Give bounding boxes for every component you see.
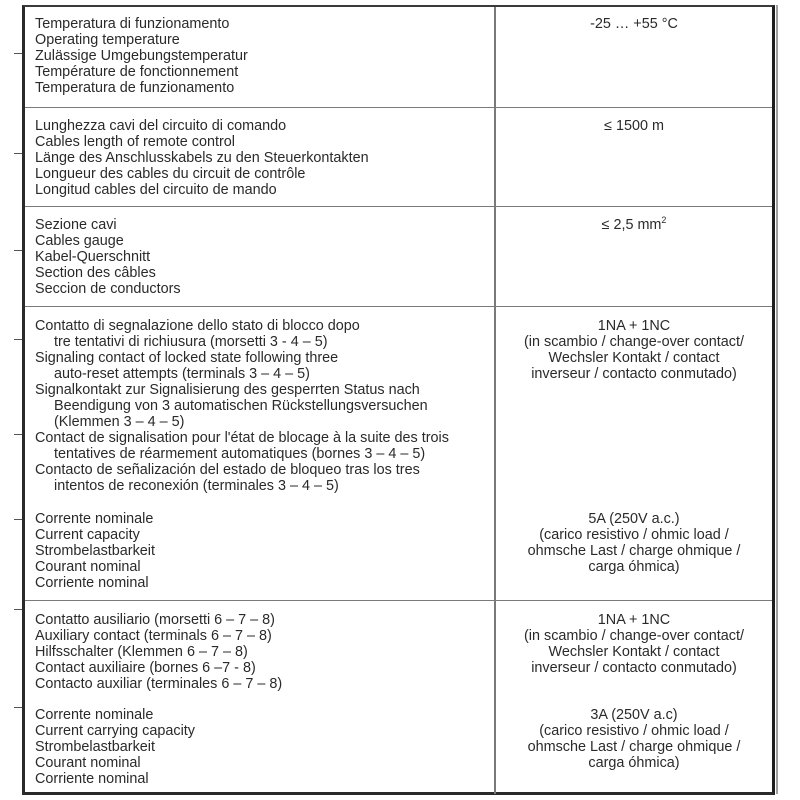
- label-es: Contacto auxiliar (terminales 6 – 7 – 8): [35, 676, 283, 692]
- spec-value-cell: [496, 707, 772, 771]
- spec-row-signaling-contact: [25, 307, 772, 601]
- spec-row-cable-gauge: [25, 207, 772, 307]
- margin-tick: [14, 609, 22, 610]
- label-de-cont: Beendigung von 3 automatischen Rückstellungsversuchen: [54, 398, 428, 414]
- label-de: Zulässige Umgebungstemperatur: [35, 48, 248, 64]
- spec-label-cell: [35, 707, 490, 787]
- margin-tick: [14, 339, 22, 340]
- spec-value-note: ohmsche Last / charge ohmique /: [527, 739, 741, 755]
- label-de-cont: (Klemmen 3 – 4 – 5): [54, 414, 185, 430]
- label-es-cont: intentos de reconexión (terminales 3 – 4 – 5): [54, 478, 339, 494]
- spec-label-cell: [35, 217, 490, 297]
- spec-label-cell: [35, 118, 490, 198]
- spec-value: 3A (250V a.c): [590, 707, 678, 723]
- label-es: Seccion de conductors: [35, 281, 181, 297]
- label-en: Current carrying capacity: [35, 723, 195, 739]
- spec-label-cell: [35, 318, 490, 494]
- spec-value-note: inverseur / contacto conmutado): [531, 660, 737, 676]
- label-es: Contacto de señalización del estado de bloqueo tras los tres: [35, 462, 420, 478]
- spec-label-cell: [35, 511, 490, 591]
- spec-value: 1NA + 1NC: [597, 318, 671, 334]
- spec-value: -25 … +55 °C: [590, 16, 678, 32]
- label-en: Cables gauge: [35, 233, 124, 249]
- label-de: Hilfsschalter (Klemmen 6 – 7 – 8): [35, 644, 248, 660]
- label-fr: Température de fonctionnement: [35, 64, 239, 80]
- label-en: Current capacity: [35, 527, 140, 543]
- label-it: Contatto di segnalazione dello stato di blocco dopo: [35, 318, 360, 334]
- spec-value-note: carga óhmica): [588, 755, 680, 771]
- label-it-cont: tre tentativi di richiusura (morsetti 3 - 4 – 5): [54, 334, 328, 350]
- label-de: Strombelastbarkeit: [35, 543, 155, 559]
- label-de: Kabel-Querschnitt: [35, 249, 151, 265]
- label-de: Strombelastbarkeit: [35, 739, 155, 755]
- spec-row-operating-temperature: [25, 7, 772, 108]
- label-it: Contatto ausiliario (morsetti 6 – 7 – 8): [35, 612, 275, 628]
- superscript: 2: [661, 215, 667, 225]
- margin-tick: [14, 707, 22, 708]
- spec-value-note: (carico resistivo / ohmic load /: [539, 723, 729, 739]
- spec-value-note: carga óhmica): [588, 559, 680, 575]
- label-fr: Section des câbles: [35, 265, 156, 281]
- label-en: Cables length of remote control: [35, 134, 235, 150]
- spec-value-cell: [496, 318, 772, 382]
- spec-label-cell: [35, 16, 490, 96]
- label-de: Signalkontakt zur Signalisierung des gesperrten Status nach: [35, 382, 420, 398]
- spec-value-note: Wechsler Kontakt / contact: [548, 350, 720, 366]
- spec-value-note: ohmsche Last / charge ohmique /: [527, 543, 741, 559]
- label-it: Temperatura di funzionamento: [35, 16, 230, 32]
- label-it: Lunghezza cavi del circuito di comando: [35, 118, 287, 134]
- label-en: Operating temperature: [35, 32, 180, 48]
- spec-row-auxiliary-contact: [25, 601, 772, 794]
- label-en: Auxiliary contact (terminals 6 – 7 – 8): [35, 628, 272, 644]
- spec-value-cell: [496, 118, 772, 134]
- spec-value: ≤ 1500 m: [604, 118, 664, 134]
- label-fr: Longueur des cables du circuit de contrôle: [35, 166, 306, 182]
- label-fr: Contact de signalisation pour l'état de blocage à la suite des trois: [35, 430, 449, 446]
- spec-label-cell: [35, 612, 490, 692]
- spec-value-main: ≤ 2,5 mm: [601, 217, 662, 233]
- label-it: Corrente nominale: [35, 707, 154, 723]
- label-it: Corrente nominale: [35, 511, 154, 527]
- spec-value-note: inverseur / contacto conmutado): [531, 366, 737, 382]
- label-en: Signaling contact of locked state following three: [35, 350, 339, 366]
- spec-value: 1NA + 1NC: [597, 612, 671, 628]
- spec-value-note: (in scambio / change-over contact/: [524, 628, 744, 644]
- label-es: Longitud cables del circuito de mando: [35, 182, 277, 198]
- margin-tick: [14, 519, 22, 520]
- spec-table: [22, 5, 775, 795]
- spec-value: [496, 217, 772, 233]
- spec-value-cell: [496, 16, 772, 32]
- margin-tick: [14, 53, 22, 54]
- spec-value-cell: [496, 217, 772, 233]
- label-fr: Courant nominal: [35, 559, 141, 575]
- label-fr-cont: tentatives de réarmement automatiques (bornes 3 – 4 – 5): [54, 446, 426, 462]
- label-es: Temperatura de funzionamento: [35, 80, 235, 96]
- label-de: Länge des Anschlusskabels zu den Steuerkontakten: [35, 150, 369, 166]
- label-en-cont: auto-reset attempts (terminals 3 – 4 – 5): [54, 366, 310, 382]
- label-es: Corriente nominal: [35, 575, 149, 591]
- spec-value-note: (carico resistivo / ohmic load /: [539, 527, 729, 543]
- margin-tick: [14, 153, 22, 154]
- spec-value-note: Wechsler Kontakt / contact: [548, 644, 720, 660]
- label-fr: Contact auxiliaire (bornes 6 –7 - 8): [35, 660, 256, 676]
- spec-value-cell: [496, 511, 772, 575]
- margin-tick: [14, 250, 22, 251]
- label-es: Corriente nominal: [35, 771, 149, 787]
- label-fr: Courant nominal: [35, 755, 141, 771]
- spec-value-note: (in scambio / change-over contact/: [524, 334, 744, 350]
- spec-value-cell: [496, 612, 772, 676]
- label-it: Sezione cavi: [35, 217, 117, 233]
- spec-value: 5A (250V a.c.): [588, 511, 680, 527]
- spec-row-cable-length: [25, 108, 772, 207]
- margin-tick: [14, 434, 22, 435]
